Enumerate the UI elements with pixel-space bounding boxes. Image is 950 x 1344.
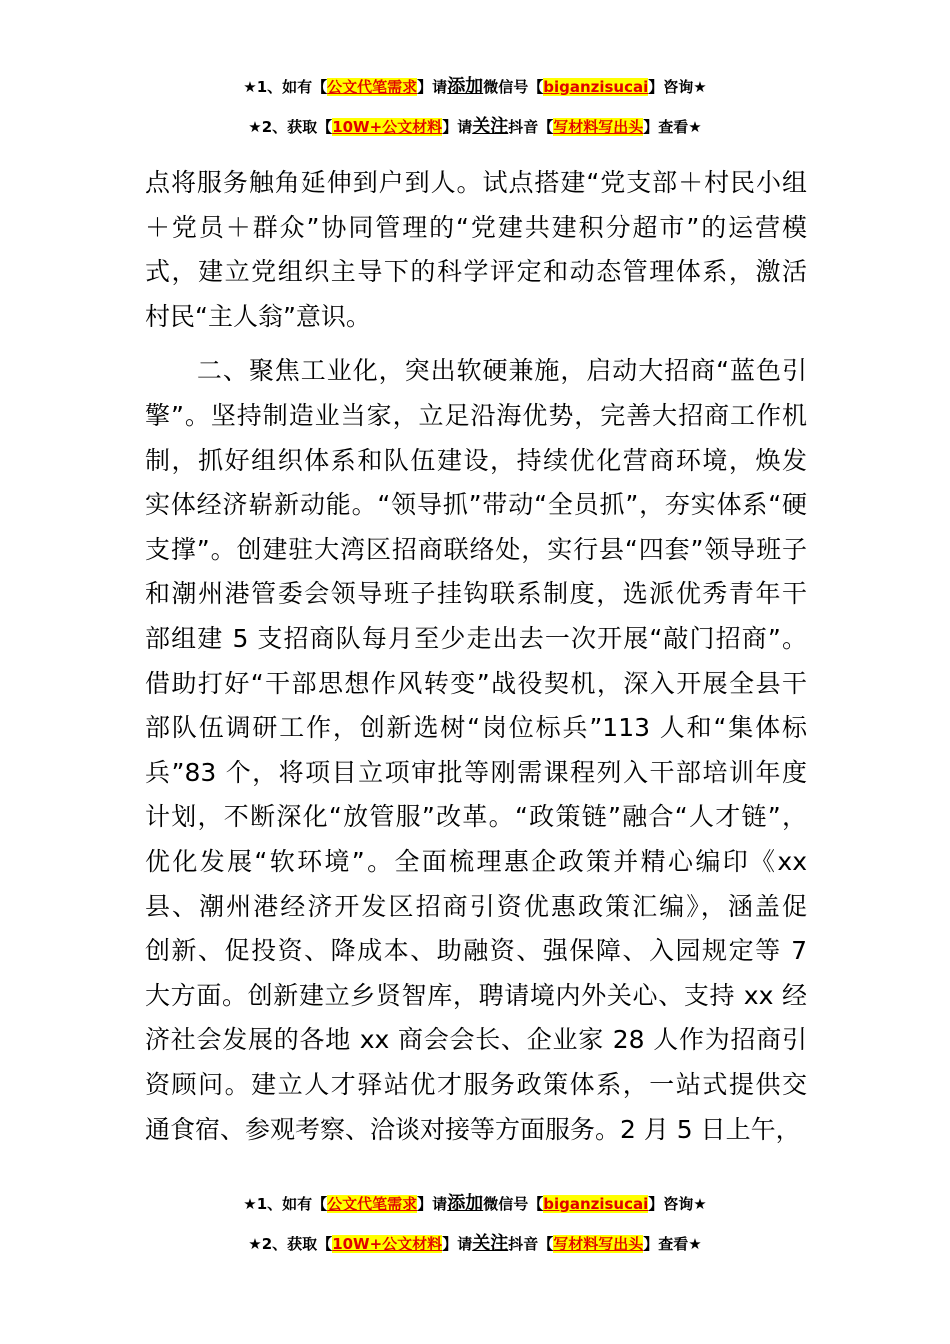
text-line: 计划，不断深化“放管服”改革。“政策链”融合“人才链”，: [145, 802, 807, 832]
text-line: 通食宿、参观考察、洽谈对接等方面服务。2 月 5 日上午，: [145, 1114, 801, 1144]
footer-banner-line-2: [0, 1229, 950, 1255]
highlighted-text: 10W+公文材料: [332, 1235, 443, 1253]
text-line: 县、潮州港经济开发区招商引资优惠政策汇编》，涵盖促: [145, 891, 807, 921]
text-line: 二、聚焦工业化，突出软硬兼施，启动大招商“蓝色引: [145, 356, 807, 386]
banner-line-1: [0, 72, 950, 98]
banner-text: 微信号【: [483, 78, 544, 96]
text-line: 济社会发展的各地 xx 商会会长、企业家 28 人作为招商引: [145, 1025, 807, 1055]
banner-text: 关注: [472, 1233, 509, 1254]
text-line: 村民“主人翁”意识。: [145, 301, 371, 331]
banner-text: ★1、如有【: [243, 1195, 328, 1213]
banner-text: 微信号【: [483, 1195, 544, 1213]
text-line: 式，建立党组织主导下的科学评定和动态管理体系，激活: [145, 257, 807, 287]
banner-text: 抖音【: [508, 1235, 554, 1253]
text-line: 优化发展“软环境”。全面梳理惠企政策并精心编印《xx: [145, 847, 807, 876]
banner-text: 抖音【: [508, 118, 554, 136]
banner-text: 关注: [472, 116, 509, 137]
banner-text: 】查看★: [643, 118, 702, 136]
banner-text: 】请: [442, 118, 473, 136]
footer-banner-line-1: [0, 1189, 950, 1215]
text-line: 制，抓好组织体系和队伍建设，持续优化营商环境，焕发: [145, 445, 807, 475]
banner-text: 】请: [417, 78, 448, 96]
banner-text: 】请: [442, 1235, 473, 1253]
text-line: 兵”83 个，将项目立项审批等刚需课程列入干部培训年度: [145, 757, 807, 787]
banner-text: 添加: [447, 1193, 484, 1214]
highlighted-text: 写材料写出头: [553, 1235, 644, 1253]
banner-text: 】咨询★: [648, 1195, 707, 1213]
banner-text: 】请: [417, 1195, 448, 1213]
text-line: 擎”。坚持制造业当家，立足沿海优势，完善大招商工作机: [145, 401, 807, 430]
text-line: 点将服务触角延伸到户到人。试点搭建“党支部＋村民小组: [145, 168, 807, 197]
highlighted-text: biganzisucai: [543, 78, 649, 96]
banner-line-2: [0, 112, 950, 138]
text-line: 资顾问。建立人才驿站优才服务政策体系，一站式提供交: [145, 1070, 807, 1099]
text-line: 部组建 5 支招商队每月至少走出去一次开展“敲门招商”。: [145, 624, 807, 653]
banner-text: 】咨询★: [648, 78, 707, 96]
banner-text: ★1、如有【: [243, 78, 328, 96]
text-line: ＋党员＋群众”协同管理的“党建共建积分超市”的运营模: [145, 212, 807, 242]
text-line: 支撑”。创建驻大湾区招商联络处，实行县“四套”领导班子: [145, 534, 807, 564]
highlighted-text: 公文代笔需求: [327, 1195, 418, 1213]
text-line: 创新、促投资、降成本、助融资、强保障、入园规定等 7: [145, 936, 807, 966]
banner-text: 】查看★: [643, 1235, 702, 1253]
highlighted-text: 写材料写出头: [553, 118, 644, 136]
text-line: 部队伍调研工作，创新选树“岗位标兵”113 人和“集体标: [145, 713, 807, 743]
banner-text: 添加: [447, 76, 484, 97]
text-line: 借助打好“干部思想作风转变”战役契机，深入开展全县干: [145, 668, 807, 698]
text-line: 大方面。创新建立乡贤智库，聘请境内外关心、支持 xx 经: [145, 980, 807, 1010]
text-line: 和潮州港管委会领导班子挂钩联系制度，选派优秀青年干: [145, 579, 807, 609]
highlighted-text: biganzisucai: [543, 1195, 649, 1213]
banner-text: ★2、获取【: [248, 1235, 333, 1253]
highlighted-text: 公文代笔需求: [327, 78, 418, 96]
text-line: 实体经济崭新动能。“领导抓”带动“全员抓”，夯实体系“硬: [145, 490, 807, 520]
highlighted-text: 10W+公文材料: [332, 118, 443, 136]
banner-text: ★2、获取【: [248, 118, 333, 136]
